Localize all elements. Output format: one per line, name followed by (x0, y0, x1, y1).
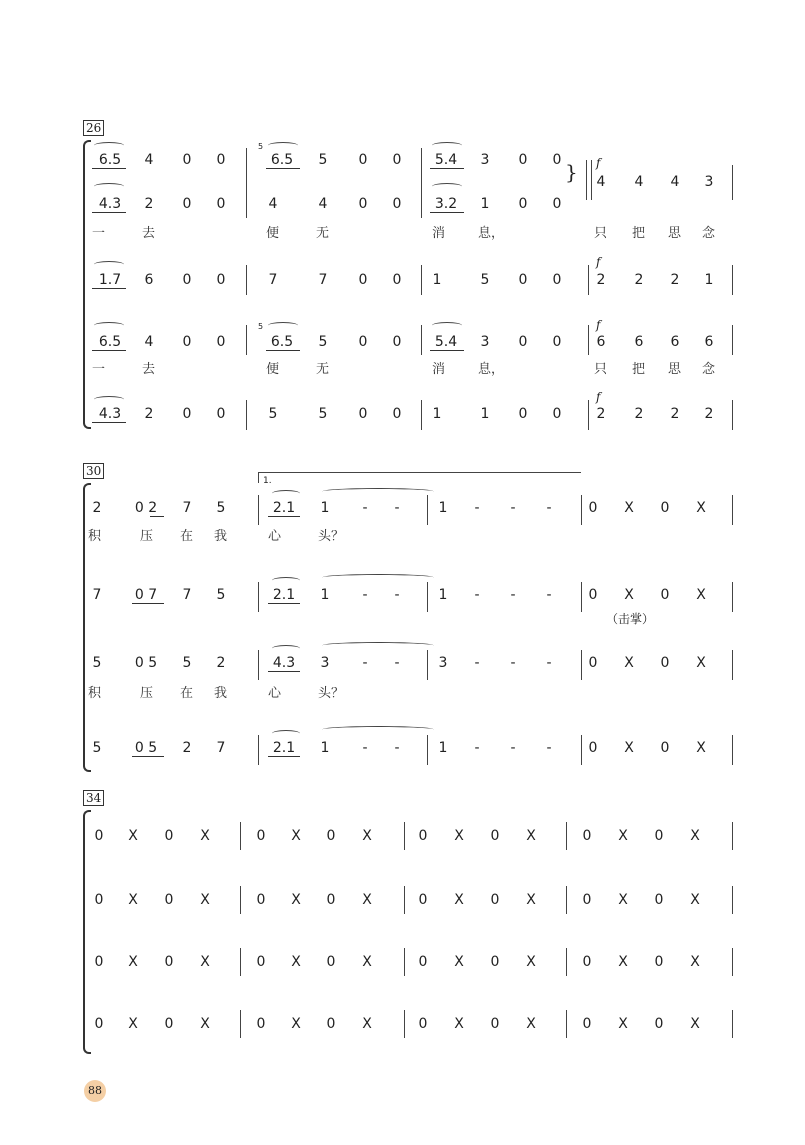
note: 0 (490, 954, 500, 970)
note: 0 (182, 196, 192, 212)
note: 3 (480, 152, 490, 168)
note: 0 (582, 954, 592, 970)
note: 3 (438, 655, 448, 671)
note: - (362, 500, 368, 516)
note: 2 (144, 406, 154, 422)
note: 0 (660, 500, 670, 516)
lyric: 我 (214, 529, 228, 544)
note: 1 (480, 406, 490, 422)
lyric: 心 (268, 686, 282, 701)
note: 0 (552, 334, 562, 350)
note: X (128, 1016, 138, 1032)
note: 0 (94, 828, 104, 844)
lyric: 只 (594, 362, 608, 377)
measure-number-30: 30 (83, 463, 104, 479)
note: 5.4 (434, 334, 458, 350)
note: X (362, 1016, 372, 1032)
note: X (128, 892, 138, 908)
measure-number-26: 26 (83, 120, 104, 136)
note: X (690, 1016, 700, 1032)
note: 2 (144, 196, 154, 212)
note: 2 (670, 406, 680, 422)
note: 1 (432, 406, 442, 422)
note: 4 (144, 152, 154, 168)
note: 6.5 (98, 334, 122, 350)
note: - (362, 587, 368, 603)
note: 6 (144, 272, 154, 288)
note: 5 (182, 655, 192, 671)
lyric: 心 (268, 529, 282, 544)
clap-annotation: （击掌） (606, 612, 655, 626)
note: 1 (704, 272, 714, 288)
note: 2 (634, 406, 644, 422)
note: 7 (216, 740, 226, 756)
note: 0 (660, 740, 670, 756)
note: 0 (654, 1016, 664, 1032)
note: 0 (326, 1016, 336, 1032)
note: 0 (182, 406, 192, 422)
note: 1.7 (98, 272, 122, 288)
note: - (394, 655, 400, 671)
note: 5 (318, 334, 328, 350)
note: 2.1 (272, 740, 296, 756)
note: 4.3 (98, 196, 122, 212)
note: 0 (518, 406, 528, 422)
note: 0 (588, 500, 598, 516)
note: X (624, 587, 634, 603)
note: X (200, 1016, 210, 1032)
note: 1 (438, 500, 448, 516)
note: 4 (144, 334, 154, 350)
note: X (624, 655, 634, 671)
note: - (474, 500, 480, 516)
lyric: 一 (92, 362, 106, 377)
note: 6 (634, 334, 644, 350)
note: X (291, 828, 301, 844)
note: - (474, 587, 480, 603)
note: 0 (654, 828, 664, 844)
note: 6 (670, 334, 680, 350)
note: X (200, 892, 210, 908)
note: 5 (318, 406, 328, 422)
lyric: 念 (702, 362, 716, 377)
note: 5.4 (434, 152, 458, 168)
note: 0 (588, 587, 598, 603)
note: 2 (704, 406, 714, 422)
lyric: 头？ (318, 686, 345, 701)
note: 0 (358, 272, 368, 288)
note: 4 (268, 196, 278, 212)
note: 0 (588, 655, 598, 671)
note: 0 (392, 152, 402, 168)
note: 1 (320, 740, 330, 756)
note: 4 (670, 174, 680, 190)
lyric: 去 (142, 226, 156, 241)
note: 3 (704, 174, 714, 190)
sub-brace: } (565, 160, 578, 184)
note: 0 (660, 587, 670, 603)
note: 0 (164, 892, 174, 908)
note: 0 (392, 406, 402, 422)
note: 0 (94, 1016, 104, 1032)
note: - (546, 500, 552, 516)
note: X (624, 500, 634, 516)
note: 2 (634, 272, 644, 288)
lyric: 无 (316, 362, 330, 377)
note: 2.1 (272, 587, 296, 603)
note: 7 (318, 272, 328, 288)
note: 0 (418, 954, 428, 970)
note: 0 (582, 892, 592, 908)
note: 0 (326, 892, 336, 908)
note: 0 (216, 334, 226, 350)
note: X (526, 892, 536, 908)
note: 3 (480, 334, 490, 350)
note: - (474, 655, 480, 671)
note: 0 (418, 1016, 428, 1032)
note: 4.3 (272, 655, 296, 671)
note: 0 (582, 1016, 592, 1032)
note: 0 (182, 334, 192, 350)
lyric: 去 (142, 362, 156, 377)
note: X (526, 1016, 536, 1032)
lyric: 我 (214, 686, 228, 701)
note: 7 (92, 587, 102, 603)
note: X (454, 892, 464, 908)
lyric: 思 (668, 362, 682, 377)
note: 0 (518, 196, 528, 212)
note: 0 (660, 655, 670, 671)
note: X (618, 892, 628, 908)
lyric: 压 (140, 529, 154, 544)
note: 0 (358, 334, 368, 350)
note: - (394, 740, 400, 756)
note: 0 (182, 272, 192, 288)
note: 0 (552, 272, 562, 288)
lyric: 便 (266, 362, 280, 377)
note: 4 (318, 196, 328, 212)
lyric: 积 (88, 686, 102, 701)
note: 2 (596, 272, 606, 288)
lyric: 积 (88, 529, 102, 544)
note: 0 (216, 406, 226, 422)
note: X (696, 500, 706, 516)
lyric: 消 (432, 226, 446, 241)
note: 0 (490, 828, 500, 844)
note: 0 (392, 272, 402, 288)
lyric: 一 (92, 226, 106, 241)
note: 0 (582, 828, 592, 844)
note: 4 (634, 174, 644, 190)
note: - (510, 740, 516, 756)
note: 0 (164, 1016, 174, 1032)
note: 1 (432, 272, 442, 288)
note: 7 (182, 587, 192, 603)
note: - (362, 655, 368, 671)
note: X (696, 740, 706, 756)
note: X (454, 828, 464, 844)
note: - (510, 655, 516, 671)
note: 6.5 (98, 152, 122, 168)
page-number: 88 (84, 1080, 106, 1102)
note: 2 (182, 740, 192, 756)
note: X (291, 954, 301, 970)
note: 0 (418, 828, 428, 844)
note: 0 (326, 954, 336, 970)
note: 5 (318, 152, 328, 168)
note: 7 (268, 272, 278, 288)
note: 0 (94, 892, 104, 908)
note: 2.1 (272, 500, 296, 516)
note: X (696, 587, 706, 603)
note: 0 5 (134, 740, 158, 756)
note: X (362, 828, 372, 844)
note: 1 (480, 196, 490, 212)
note: 0 (392, 334, 402, 350)
note: 0 (164, 954, 174, 970)
note: 1 (438, 587, 448, 603)
note: 0 (418, 892, 428, 908)
note: 0 (216, 152, 226, 168)
lyric: 压 (140, 686, 154, 701)
lyric: 思 (668, 226, 682, 241)
note: 5 (268, 406, 278, 422)
note: 0 (216, 272, 226, 288)
note: 1 (438, 740, 448, 756)
note: 7 (182, 500, 192, 516)
note: - (510, 500, 516, 516)
note: 0 (552, 152, 562, 168)
note: - (546, 655, 552, 671)
note: 4 (596, 174, 606, 190)
lyric: 念 (702, 226, 716, 241)
note: 3.2 (434, 196, 458, 212)
note: 2 (92, 500, 102, 516)
note: 4.3 (98, 406, 122, 422)
note: 0 (588, 740, 598, 756)
note: 5 (216, 500, 226, 516)
lyric: 无 (316, 226, 330, 241)
note: - (394, 500, 400, 516)
note: 5 (92, 655, 102, 671)
note: X (362, 954, 372, 970)
note: - (362, 740, 368, 756)
note: 0 7 (134, 587, 158, 603)
volta-bracket (258, 472, 581, 483)
note: X (618, 828, 628, 844)
note: 0 (256, 954, 266, 970)
note: 0 (654, 954, 664, 970)
note: 0 (94, 954, 104, 970)
note: 0 (552, 406, 562, 422)
note: 0 (216, 196, 226, 212)
note: X (454, 1016, 464, 1032)
note: 3 (320, 655, 330, 671)
note: 0 (256, 1016, 266, 1032)
note: X (291, 1016, 301, 1032)
note: 0 (490, 1016, 500, 1032)
note: - (474, 740, 480, 756)
note: X (526, 954, 536, 970)
note: - (546, 740, 552, 756)
note: 0 (182, 152, 192, 168)
note: 0 (256, 828, 266, 844)
note: X (690, 954, 700, 970)
note: - (510, 587, 516, 603)
note: X (690, 828, 700, 844)
volta-label: 1. (263, 476, 272, 486)
note: 0 (518, 272, 528, 288)
note: 5 (92, 740, 102, 756)
note: X (526, 828, 536, 844)
note: 0 2 (134, 500, 158, 516)
note: 0 (518, 334, 528, 350)
note: X (696, 655, 706, 671)
note: 0 (392, 196, 402, 212)
note: X (618, 1016, 628, 1032)
note: - (394, 587, 400, 603)
note: 0 (256, 892, 266, 908)
note: 0 (358, 196, 368, 212)
note: X (454, 954, 464, 970)
note: X (128, 954, 138, 970)
note: X (690, 892, 700, 908)
note: X (624, 740, 634, 756)
note: 0 (164, 828, 174, 844)
note: X (618, 954, 628, 970)
note: 0 (358, 406, 368, 422)
note: 6 (704, 334, 714, 350)
note: 0 (654, 892, 664, 908)
note: X (291, 892, 301, 908)
lyric: 消 (432, 362, 446, 377)
note: 5 (480, 272, 490, 288)
lyric: 息， (478, 226, 505, 241)
note: X (200, 828, 210, 844)
note: 0 (518, 152, 528, 168)
note: 0 (358, 152, 368, 168)
note: 6.5 (270, 334, 294, 350)
note: 0 5 (134, 655, 158, 671)
note: 5 (216, 587, 226, 603)
lyric: 把 (632, 226, 646, 241)
lyric: 在 (180, 529, 194, 544)
note: X (128, 828, 138, 844)
note: X (362, 892, 372, 908)
note: 6 (596, 334, 606, 350)
note: 0 (490, 892, 500, 908)
note: 1 (320, 587, 330, 603)
lyric: 只 (594, 226, 608, 241)
note: - (546, 587, 552, 603)
lyric: 息， (478, 362, 505, 377)
note: 2 (670, 272, 680, 288)
note: X (200, 954, 210, 970)
lyric: 便 (266, 226, 280, 241)
note: 6.5 (270, 152, 294, 168)
lyric: 头？ (318, 529, 345, 544)
lyric: 在 (180, 686, 194, 701)
note: 1 (320, 500, 330, 516)
lyric: 把 (632, 362, 646, 377)
measure-number-34: 34 (83, 790, 104, 806)
note: 0 (326, 828, 336, 844)
note: 2 (216, 655, 226, 671)
note: 2 (596, 406, 606, 422)
note: 0 (552, 196, 562, 212)
